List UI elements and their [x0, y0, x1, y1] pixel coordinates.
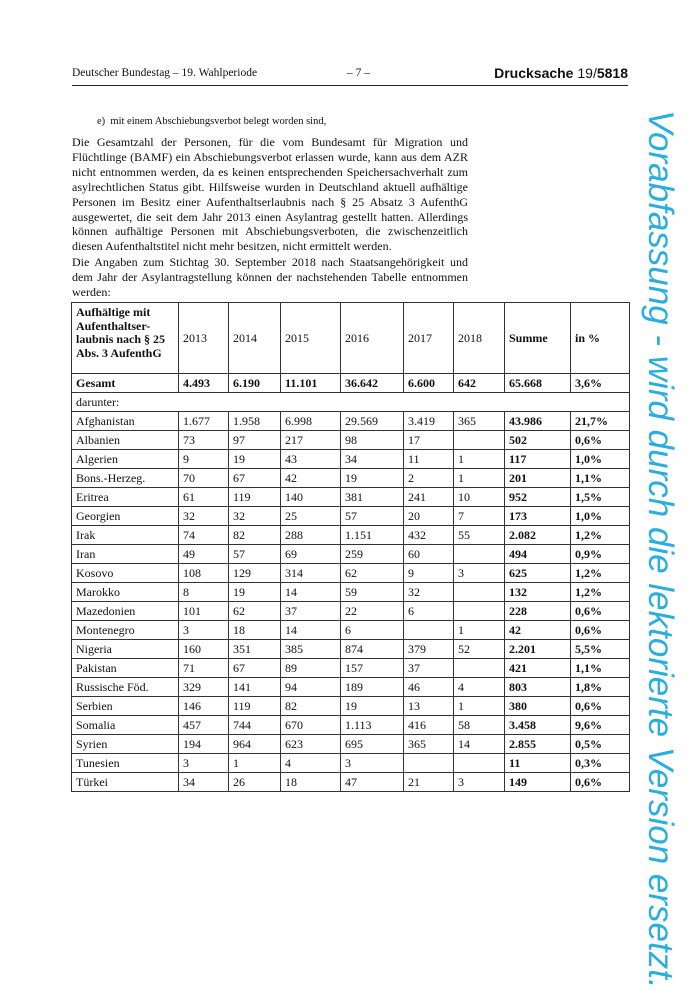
- table-cell: 10: [454, 488, 505, 507]
- column-header: 2015: [281, 303, 341, 374]
- table-cell: 3: [454, 773, 505, 792]
- page-header: [72, 67, 628, 85]
- table-cell: 82: [229, 526, 281, 545]
- table-cell: 18: [229, 621, 281, 640]
- table-cell: 3: [179, 621, 229, 640]
- table-subheading-row: [72, 393, 630, 412]
- table-cell: 117: [505, 450, 571, 469]
- table-cell: 67: [229, 659, 281, 678]
- table-cell: 432: [404, 526, 454, 545]
- country-name: Marokko: [72, 583, 179, 602]
- table-cell: 14: [281, 583, 341, 602]
- table-cell: 57: [341, 507, 404, 526]
- table-cell: 34: [341, 450, 404, 469]
- table-cell: 70: [179, 469, 229, 488]
- table-cell: 1,0%: [571, 507, 630, 526]
- table-cell: 625: [505, 564, 571, 583]
- table-cell: 21,7%: [571, 412, 630, 431]
- paragraph-total-count: Die Gesamtzahl der Personen, für die vom Bundesamt für Migration und Flüchtlinge (BAMF) ein Abschiebungsverbot erlassen wurde, kann aus dem AZR nicht entnommen werden, da es keinen entsprechenden Speichersachverhalt zum asylrechtlichen Status gibt. Hilfsweise wurden in Deutschland aktuell aufhältige Personen im Besitz einer Aufenthaltserlaubnis nach § 25 Absatz 3 AufenthG ausgewertet, die seit dem Jahr 2013 einen Asylantrag gestellt hatten. Allerdings können aufhältige Personen mit Abschiebungsverboten, die zwischenzeitlich diesen Aufenthaltstitel nicht mehr besitzen, nicht ermittelt werden.: [72, 135, 468, 254]
- table-cell: 146: [179, 697, 229, 716]
- table-cell: 0,6%: [571, 697, 630, 716]
- total-cell: 65.668: [505, 374, 571, 393]
- table-cell: 6: [341, 621, 404, 640]
- table-cell: 62: [229, 602, 281, 621]
- data-table: [71, 302, 630, 792]
- table-cell: 952: [505, 488, 571, 507]
- table-cell: 201: [505, 469, 571, 488]
- table-cell: 57: [229, 545, 281, 564]
- table-cell: 160: [179, 640, 229, 659]
- country-name: Eritrea: [72, 488, 179, 507]
- table-cell: 9: [404, 564, 454, 583]
- column-header: in %: [571, 303, 630, 374]
- table-row: [72, 488, 630, 507]
- table-row: [72, 678, 630, 697]
- table-cell: 101: [179, 602, 229, 621]
- column-header: Summe: [505, 303, 571, 374]
- table-cell: 502: [505, 431, 571, 450]
- table-cell: 0,6%: [571, 621, 630, 640]
- table-row: [72, 735, 630, 754]
- total-cell: 6.600: [404, 374, 454, 393]
- table-cell: 189: [341, 678, 404, 697]
- table-cell: 58: [454, 716, 505, 735]
- table-cell: 0,6%: [571, 773, 630, 792]
- table-cell: 5,5%: [571, 640, 630, 659]
- table-cell: 29.569: [341, 412, 404, 431]
- table-cell: 623: [281, 735, 341, 754]
- table-cell: 89: [281, 659, 341, 678]
- column-header: 2017: [404, 303, 454, 374]
- total-cell: 642: [454, 374, 505, 393]
- country-name: Irak: [72, 526, 179, 545]
- table-cell: 69: [281, 545, 341, 564]
- table-cell: 1: [454, 450, 505, 469]
- total-cell: 4.493: [179, 374, 229, 393]
- table-cell: [454, 659, 505, 678]
- table-cell: 1.958: [229, 412, 281, 431]
- table-cell: [454, 754, 505, 773]
- table-row: [72, 754, 630, 773]
- table-cell: 21: [404, 773, 454, 792]
- table-cell: 67: [229, 469, 281, 488]
- country-name: Albanien: [72, 431, 179, 450]
- table-cell: 194: [179, 735, 229, 754]
- table-cell: 695: [341, 735, 404, 754]
- table-cell: 0,3%: [571, 754, 630, 773]
- table-row: [72, 773, 630, 792]
- header-rule: [72, 85, 628, 86]
- table-cell: 385: [281, 640, 341, 659]
- table-cell: 416: [404, 716, 454, 735]
- table-cell: 14: [454, 735, 505, 754]
- table-row: [72, 564, 630, 583]
- table-cell: 98: [341, 431, 404, 450]
- table-cell: 42: [505, 621, 571, 640]
- country-name: Iran: [72, 545, 179, 564]
- table-cell: 17: [404, 431, 454, 450]
- table-cell: 365: [404, 735, 454, 754]
- country-name: Afghanistan: [72, 412, 179, 431]
- table-cell: 11: [404, 450, 454, 469]
- table-cell: 1,5%: [571, 488, 630, 507]
- table-cell: [454, 431, 505, 450]
- table-row: [72, 640, 630, 659]
- table-cell: 1: [454, 621, 505, 640]
- total-label: Gesamt: [72, 374, 179, 393]
- table-cell: 61: [179, 488, 229, 507]
- table-cell: 59: [341, 583, 404, 602]
- total-cell: 11.101: [281, 374, 341, 393]
- table-cell: 217: [281, 431, 341, 450]
- table-total-row: [72, 374, 630, 393]
- table-cell: 380: [505, 697, 571, 716]
- table-cell: 314: [281, 564, 341, 583]
- table-cell: 2.201: [505, 640, 571, 659]
- table-cell: 34: [179, 773, 229, 792]
- country-name: Nigeria: [72, 640, 179, 659]
- table-row: [72, 602, 630, 621]
- table-cell: 19: [341, 469, 404, 488]
- country-name: Russische Föd.: [72, 678, 179, 697]
- table-row: [72, 583, 630, 602]
- table-cell: 71: [179, 659, 229, 678]
- table-cell: 20: [404, 507, 454, 526]
- table-cell: 1.113: [341, 716, 404, 735]
- table-cell: 49: [179, 545, 229, 564]
- table-cell: 494: [505, 545, 571, 564]
- country-name: Tunesien: [72, 754, 179, 773]
- table-cell: 803: [505, 678, 571, 697]
- country-name: Mazedonien: [72, 602, 179, 621]
- table-cell: 19: [229, 583, 281, 602]
- table-cell: 1: [454, 469, 505, 488]
- table-row: [72, 526, 630, 545]
- table-cell: 37: [281, 602, 341, 621]
- table-cell: 108: [179, 564, 229, 583]
- table-cell: 62: [341, 564, 404, 583]
- column-header: 2014: [229, 303, 281, 374]
- table-cell: 670: [281, 716, 341, 735]
- table-row: [72, 621, 630, 640]
- country-name: Kosovo: [72, 564, 179, 583]
- table-cell: 129: [229, 564, 281, 583]
- table-cell: 3: [341, 754, 404, 773]
- country-name: Somalia: [72, 716, 179, 735]
- table-cell: 351: [229, 640, 281, 659]
- table-cell: 9: [179, 450, 229, 469]
- table-row: [72, 450, 630, 469]
- table-cell: [404, 754, 454, 773]
- table-cell: 3: [454, 564, 505, 583]
- table-cell: 46: [404, 678, 454, 697]
- table-cell: [454, 583, 505, 602]
- table-cell: [404, 621, 454, 640]
- table-cell: 25: [281, 507, 341, 526]
- draft-watermark: Vorabfassung - wird durch die lektorierte Version ersetzt.: [641, 110, 680, 989]
- subheading-darunter: darunter:: [72, 393, 630, 412]
- table-cell: 82: [281, 697, 341, 716]
- list-item-e: e) mit einem Abschiebungsverbot belegt worden sind,: [97, 116, 327, 127]
- table-cell: 52: [454, 640, 505, 659]
- table-cell: 60: [404, 545, 454, 564]
- table-cell: 379: [404, 640, 454, 659]
- table-cell: 744: [229, 716, 281, 735]
- table-header-row: [72, 303, 630, 374]
- table-cell: [454, 545, 505, 564]
- table-cell: 288: [281, 526, 341, 545]
- table-cell: 14: [281, 621, 341, 640]
- table-row: [72, 412, 630, 431]
- table-cell: 1.151: [341, 526, 404, 545]
- country-name: Serbien: [72, 697, 179, 716]
- table-row: [72, 469, 630, 488]
- table-cell: 73: [179, 431, 229, 450]
- table-cell: 94: [281, 678, 341, 697]
- table-cell: 874: [341, 640, 404, 659]
- table-cell: 19: [229, 450, 281, 469]
- document-number: [494, 65, 628, 81]
- table-cell: 32: [229, 507, 281, 526]
- table-cell: 3.419: [404, 412, 454, 431]
- table-cell: 43.986: [505, 412, 571, 431]
- paragraph-reference-date: Die Angaben zum Stichtag 30. September 2018 nach Staatsangehörigkeit und dem Jahr der Asylantragstellung können der nachstehenden Tabelle entnommen werden:: [72, 255, 468, 299]
- table-cell: 6.998: [281, 412, 341, 431]
- table-cell: 157: [341, 659, 404, 678]
- table-cell: 421: [505, 659, 571, 678]
- table-cell: 149: [505, 773, 571, 792]
- table-cell: 457: [179, 716, 229, 735]
- table-cell: 329: [179, 678, 229, 697]
- table-cell: 1,2%: [571, 526, 630, 545]
- table-cell: [454, 602, 505, 621]
- table-cell: 365: [454, 412, 505, 431]
- table-row: [72, 716, 630, 735]
- table-cell: 22: [341, 602, 404, 621]
- doc-period: 19/: [573, 65, 597, 81]
- table-cell: 4: [281, 754, 341, 773]
- column-header: 2016: [341, 303, 404, 374]
- table-cell: 141: [229, 678, 281, 697]
- table-cell: 1,1%: [571, 469, 630, 488]
- table-cell: 19: [341, 697, 404, 716]
- table-cell: 119: [229, 697, 281, 716]
- table-cell: 97: [229, 431, 281, 450]
- table-cell: 1: [454, 697, 505, 716]
- table-cell: 55: [454, 526, 505, 545]
- doc-label: Drucksache: [494, 65, 574, 81]
- column-header: 2018: [454, 303, 505, 374]
- table-cell: 7: [454, 507, 505, 526]
- table-row: [72, 545, 630, 564]
- table-cell: 259: [341, 545, 404, 564]
- table-cell: 1,2%: [571, 583, 630, 602]
- table-cell: 9,6%: [571, 716, 630, 735]
- table-cell: 13: [404, 697, 454, 716]
- table-cell: 1,2%: [571, 564, 630, 583]
- doc-id: 5818: [596, 65, 628, 81]
- total-cell: 6.190: [229, 374, 281, 393]
- table-cell: 381: [341, 488, 404, 507]
- country-name: Türkei: [72, 773, 179, 792]
- table-cell: 43: [281, 450, 341, 469]
- table-cell: 1,0%: [571, 450, 630, 469]
- row-header-label: Aufhältige mit Aufenthaltser-laubnis nach § 25 Abs. 3 AufenthG: [72, 303, 179, 374]
- column-header: 2013: [179, 303, 229, 374]
- table-cell: 37: [404, 659, 454, 678]
- table-cell: 2: [404, 469, 454, 488]
- table-cell: 18: [281, 773, 341, 792]
- header-parliament: Deutscher Bundestag – 19. Wahlperiode: [72, 67, 258, 79]
- country-name: Algerien: [72, 450, 179, 469]
- table-cell: 1,8%: [571, 678, 630, 697]
- table-cell: 32: [404, 583, 454, 602]
- table-cell: 26: [229, 773, 281, 792]
- table-cell: 3.458: [505, 716, 571, 735]
- table-cell: 173: [505, 507, 571, 526]
- table-cell: 0,9%: [571, 545, 630, 564]
- table-cell: 2.082: [505, 526, 571, 545]
- country-name: Bons.-Herzeg.: [72, 469, 179, 488]
- table-cell: 47: [341, 773, 404, 792]
- table-cell: 241: [404, 488, 454, 507]
- table-cell: 74: [179, 526, 229, 545]
- table-cell: 8: [179, 583, 229, 602]
- table-cell: 4: [454, 678, 505, 697]
- table-row: [72, 659, 630, 678]
- table-cell: 0,5%: [571, 735, 630, 754]
- country-name: Montenegro: [72, 621, 179, 640]
- table-row: [72, 697, 630, 716]
- total-cell: 36.642: [341, 374, 404, 393]
- country-name: Syrien: [72, 735, 179, 754]
- table-cell: 0,6%: [571, 431, 630, 450]
- table-cell: 32: [179, 507, 229, 526]
- table-cell: 140: [281, 488, 341, 507]
- total-cell: 3,6%: [571, 374, 630, 393]
- country-name: Georgien: [72, 507, 179, 526]
- table-cell: 1,1%: [571, 659, 630, 678]
- table-row: [72, 431, 630, 450]
- table-cell: 3: [179, 754, 229, 773]
- table-cell: 964: [229, 735, 281, 754]
- table-cell: 2.855: [505, 735, 571, 754]
- table-row: [72, 507, 630, 526]
- page-number: – 7 –: [347, 67, 370, 79]
- country-name: Pakistan: [72, 659, 179, 678]
- table-cell: 1.677: [179, 412, 229, 431]
- table-cell: 132: [505, 583, 571, 602]
- table-cell: 119: [229, 488, 281, 507]
- table-cell: 6: [404, 602, 454, 621]
- table-cell: 1: [229, 754, 281, 773]
- table-cell: 0,6%: [571, 602, 630, 621]
- table-cell: 228: [505, 602, 571, 621]
- table-cell: 11: [505, 754, 571, 773]
- table-cell: 42: [281, 469, 341, 488]
